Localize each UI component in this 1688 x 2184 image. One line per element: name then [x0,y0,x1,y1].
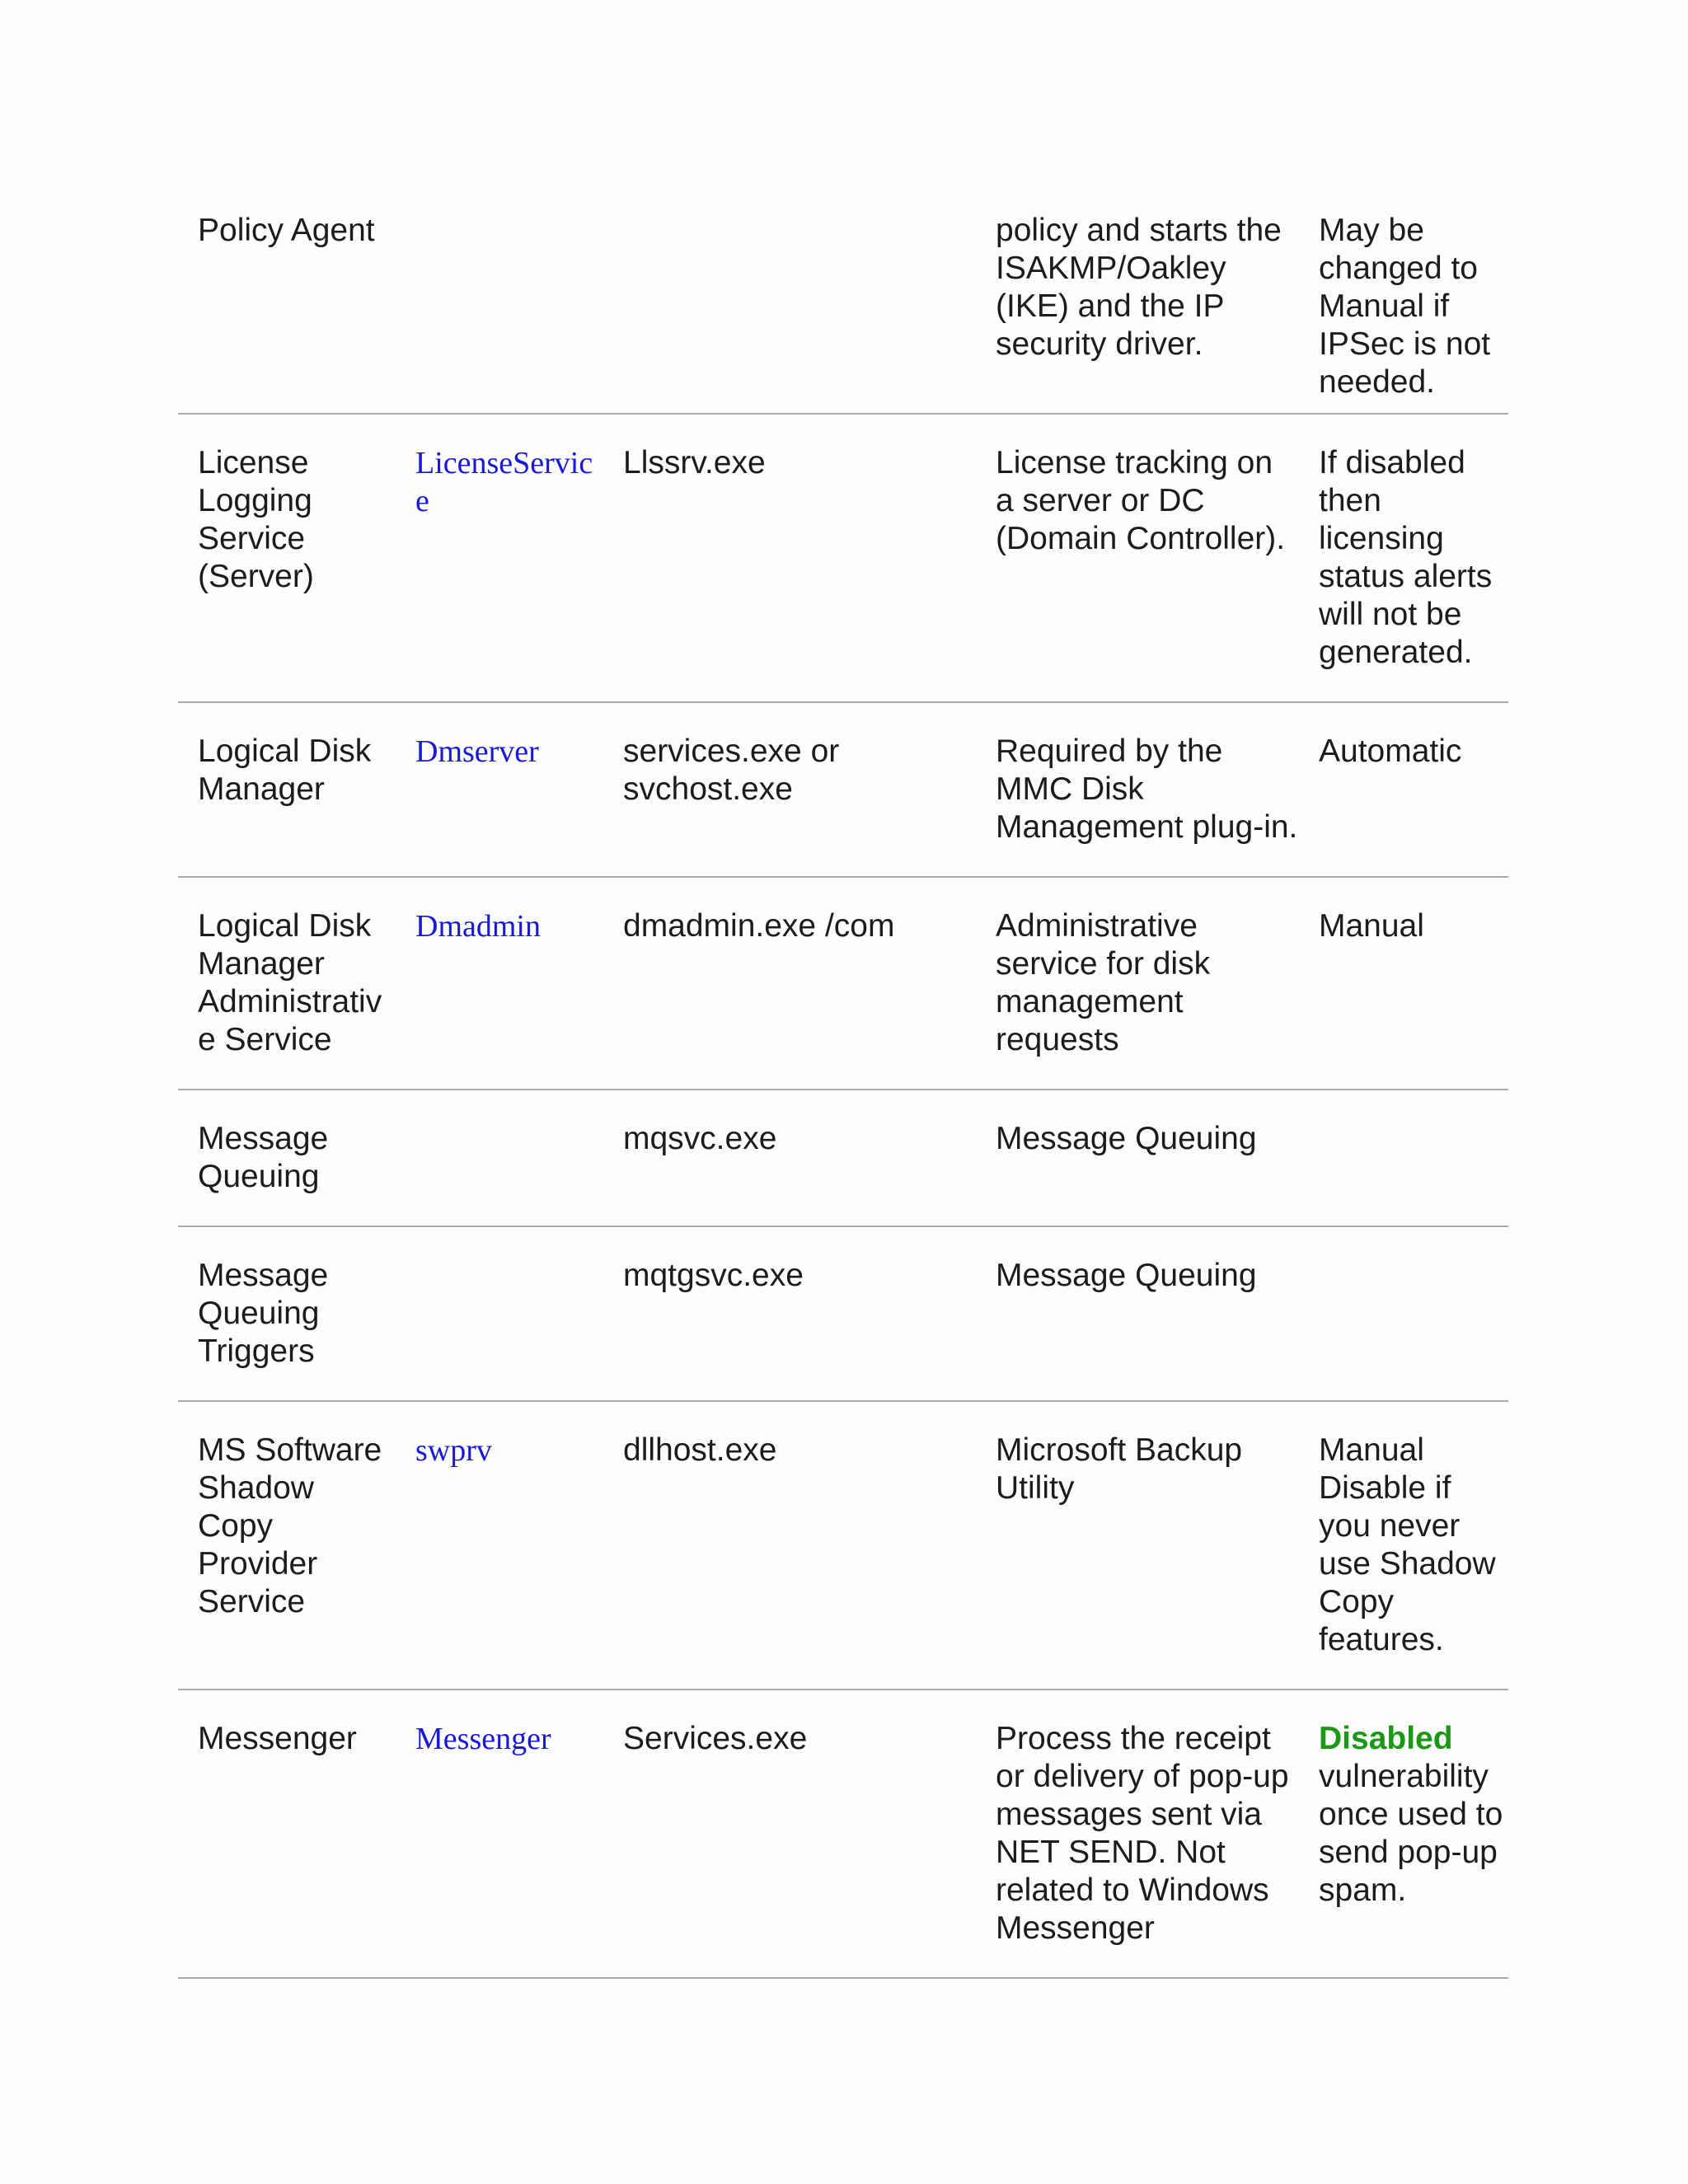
service-name-cell: Message Queuing [178,1090,396,1226]
services-table [178,212,1508,1979]
description-cell: Microsoft Backup Utility [976,1401,1299,1690]
table-row [178,1401,1508,1690]
startup-note-cell [1299,1401,1508,1690]
service-key-cell [396,212,603,414]
service-key-cell: Dmserver [396,702,603,877]
description-cell: Administrative service for disk management requests [976,877,1299,1090]
status-highlight: Disabled [1319,1721,1453,1756]
executable-cell: services.exe or svchost.exe [603,702,976,877]
service-key-cell: Messenger [396,1690,603,1978]
service-key-cell [396,1090,603,1226]
executable-cell: mqtgsvc.exe [603,1226,976,1401]
description-cell: License tracking on a server or DC (Domain Controller). [976,414,1299,702]
executable-cell [603,212,976,414]
description-cell: Message Queuing [976,1090,1299,1226]
description-cell: Message Queuing [976,1226,1299,1401]
executable-cell: dllhost.exe [603,1401,976,1690]
status-note: Manual Disable if you never use Shadow Copy features. [1319,1432,1496,1657]
status-note: May be changed to Manual if IPSec is not needed. [1319,213,1491,400]
startup-note-cell [1299,212,1508,414]
status-note: Manual [1319,908,1424,944]
description-cell: Process the receipt or delivery of pop-up messages sent via NET SEND. Not related to Windows Messenger [976,1690,1299,1978]
description-cell: Required by the MMC Disk Management plug-in. [976,702,1299,877]
executable-cell: Llssrv.exe [603,414,976,702]
table-row [178,1090,1508,1226]
table-row [178,702,1508,877]
table-row [178,877,1508,1090]
executable-cell: dmadmin.exe /com [603,877,976,1090]
table-row [178,1690,1508,1978]
service-key-cell: Dmadmin [396,877,603,1090]
table-row [178,1226,1508,1401]
service-name-cell: Logical Disk Manager [178,702,396,877]
service-name-cell: MS Software Shadow Copy Provider Service [178,1401,396,1690]
startup-note-cell [1299,1090,1508,1226]
service-key-cell: swprv [396,1401,603,1690]
startup-note-cell [1299,414,1508,702]
startup-note-cell [1299,877,1508,1090]
service-key-cell: LicenseService [396,414,603,702]
executable-cell: Services.exe [603,1690,976,1978]
startup-note-cell [1299,1226,1508,1401]
service-name-cell: Logical Disk Manager Administrative Service [178,877,396,1090]
startup-note-cell [1299,1690,1508,1978]
status-note: If disabled then licensing status alerts will not be generated. [1319,445,1493,670]
table-row [178,212,1508,414]
startup-note-cell [1299,702,1508,877]
status-note: vulnerability once used to send pop-up spam. [1319,1759,1503,1908]
description-cell: policy and starts the ISAKMP/Oakley (IKE) and the IP security driver. [996,213,1282,362]
service-name-cell: License Logging Service (Server) [178,414,396,702]
status-note: Automatic [1319,733,1462,769]
executable-cell: mqsvc.exe [603,1090,976,1226]
service-name-cell: Messenger [178,1690,396,1978]
table-row [178,414,1508,702]
service-name-cell: Message Queuing Triggers [178,1226,396,1401]
service-name-cell: Policy Agent [198,213,375,248]
service-key-cell [396,1226,603,1401]
